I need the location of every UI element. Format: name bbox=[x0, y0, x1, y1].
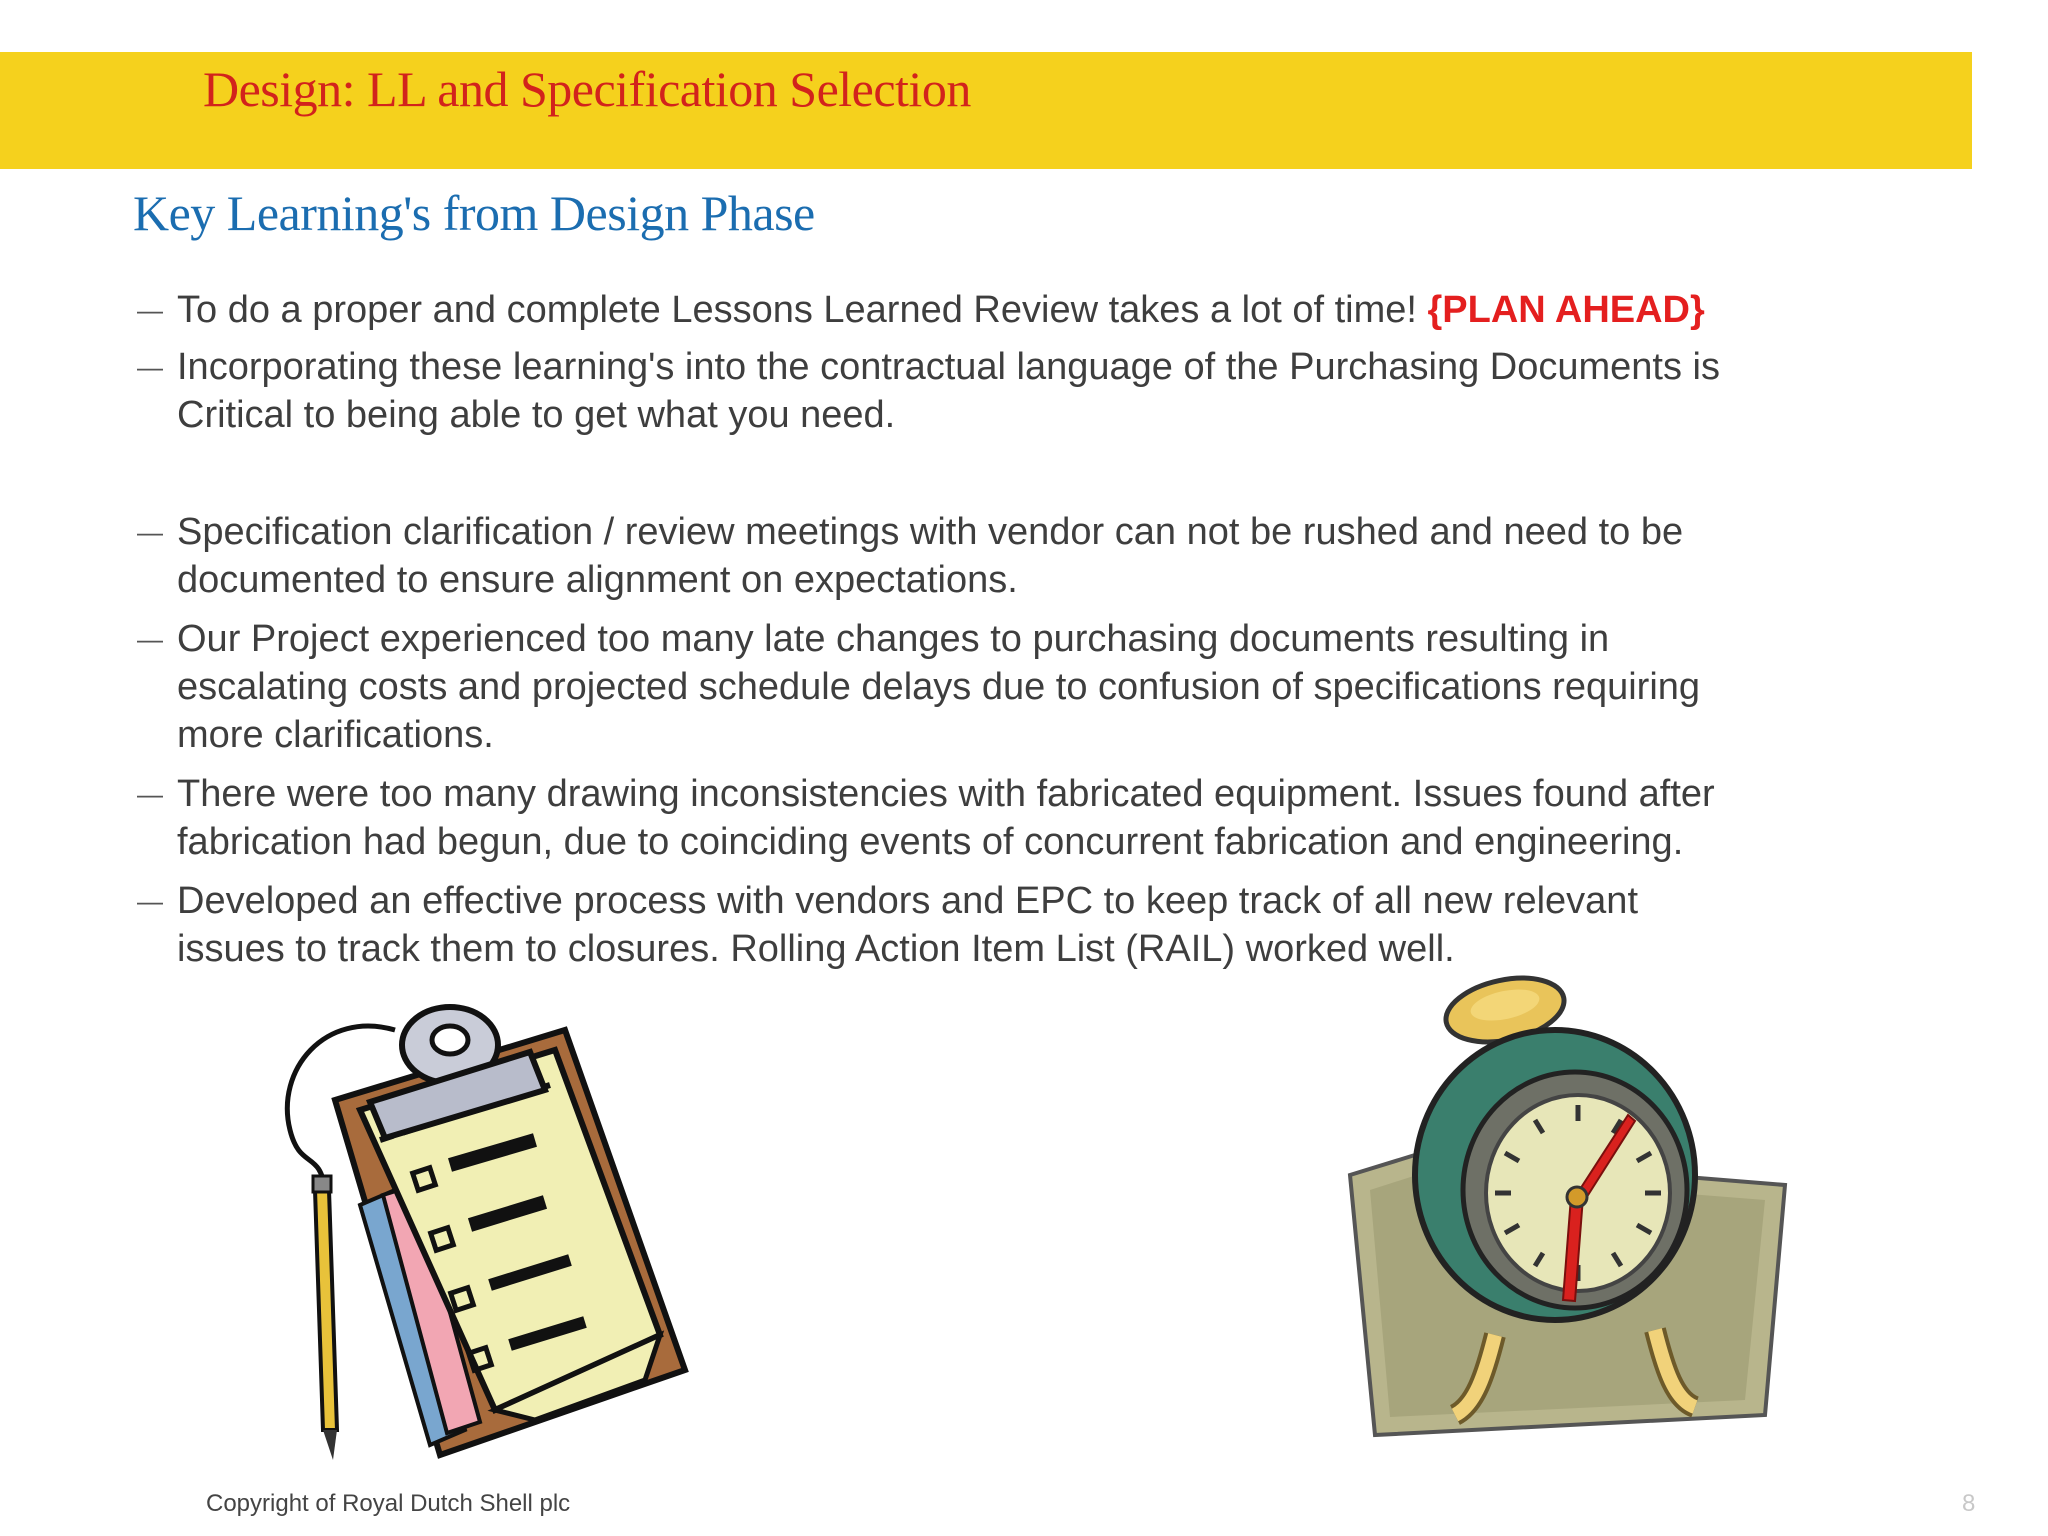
bullet-line: Critical to being able to get what you need. bbox=[177, 394, 896, 436]
copyright-footer: Copyright of Royal Dutch Shell plc bbox=[206, 1490, 571, 1517]
bullet-line: Our Project experienced too many late changes to purchasing documents resulting in bbox=[177, 618, 1610, 660]
bullet-marker: — bbox=[137, 624, 163, 654]
bullet-marker: — bbox=[137, 779, 163, 809]
clipboard-checklist-icon bbox=[265, 990, 705, 1460]
bullet-marker: — bbox=[137, 352, 163, 382]
bullet-line: escalating costs and projected schedule delays due to confusion of specifications requiring bbox=[177, 666, 1701, 708]
bullet-marker: — bbox=[137, 517, 163, 547]
page-number: 8 bbox=[1962, 1490, 1976, 1517]
bullet-marker: — bbox=[137, 295, 163, 325]
bullet-line: Incorporating these learning's into the contractual language of the Purchasing Documents is bbox=[177, 346, 1720, 388]
bullet-line: There were too many drawing inconsistencies with fabricated equipment. Issues found after bbox=[177, 773, 1715, 815]
bullet-marker: — bbox=[137, 886, 163, 916]
section-subtitle: Key Learning's from Design Phase bbox=[133, 185, 815, 241]
bullet-line: more clarifications. bbox=[177, 714, 494, 756]
bullet-line: documented to ensure alignment on expectations. bbox=[177, 559, 1018, 601]
bullet-line: Developed an effective process with vendors and EPC to keep track of all new relevant bbox=[177, 880, 1638, 922]
pencil-icon bbox=[313, 1176, 337, 1460]
bullet-line: issues to track them to closures. Rolling Action Item List (RAIL) worked well. bbox=[177, 928, 1455, 970]
slide-title: Design: LL and Specification Selection bbox=[203, 61, 971, 117]
bullet-line: fabrication had begun, due to coinciding events of concurrent fabrication and engineering. bbox=[177, 821, 1684, 863]
alarm-clock-icon bbox=[1345, 975, 1800, 1440]
plan-ahead-highlight: {PLAN AHEAD} bbox=[1427, 289, 1705, 331]
bullet-line: Specification clarification / review meetings with vendor can not be rushed and need to be bbox=[177, 511, 1684, 553]
bullet-line: To do a proper and complete Lessons Learned Review takes a lot of time! {PLAN AHEAD} bbox=[177, 289, 1705, 331]
